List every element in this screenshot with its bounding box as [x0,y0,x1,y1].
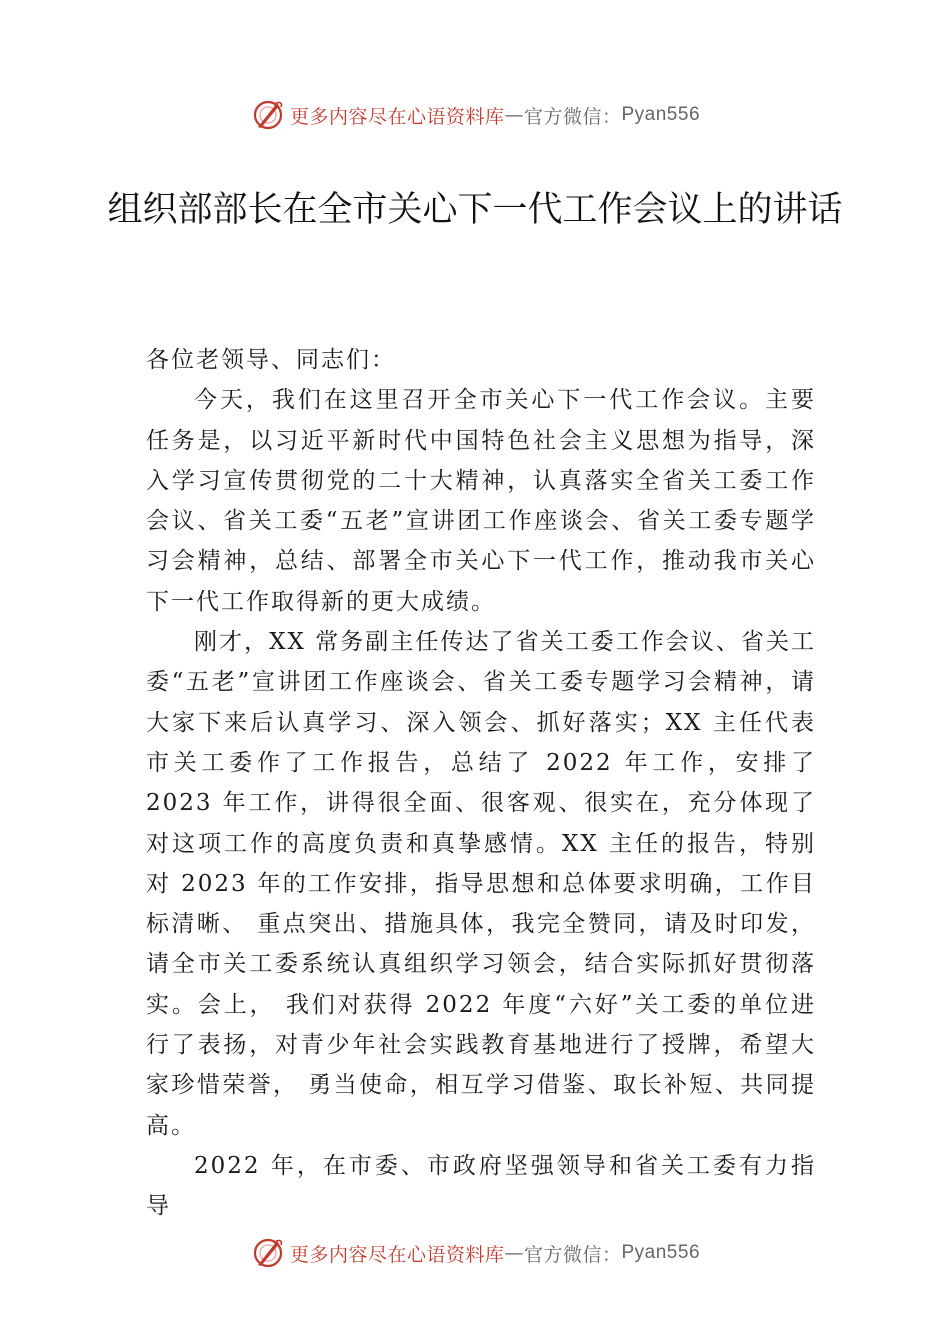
banner-official-label: 官方微信： [523,1243,622,1266]
banner-promo-text: 更多内容尽在心语资料库 [289,1243,505,1266]
paragraph-1: 今天，我们在这里召开全市关心下一代工作会议。主要任务是，以习近平新时代中国特色社会主义思想为指导，深入学习宣传贯彻党的二十大精神，认真落实全省关工委工作会议、省关工委“五老”宣讲团工作座谈会、省关工委专题学习会精神，总结、部署全市关心下一代工作，推动我市关心下一代工作取得新的更大成绩。 [146,387,816,615]
banner-dash: — [504,104,524,126]
quill-pen-logo-icon [250,1235,286,1271]
banner-official-label: 官方微信： [523,105,622,128]
salutation: 各位老领导、同志们： [146,347,396,373]
banner-promo-text: 更多内容尽在心语资料库 [289,105,505,128]
footer-watermark [0,1233,950,1273]
paragraph-3: 2022 年，在市委、市政府坚强领导和省关工委有力指导 [146,1152,816,1220]
banner-dash: — [504,1242,524,1264]
header-watermark [0,95,950,135]
document-title: 组织部部长在全市关心下一代工作会议上的讲话 [107,190,843,230]
quill-pen-logo-icon [250,97,286,133]
banner-account: Pyan556 [621,104,701,125]
document-body [146,340,816,1227]
banner-account: Pyan556 [621,1242,701,1263]
paragraph-2: 刚才，XX 常务副主任传达了省关工委工作会议、省关工委“五老”宣讲团工作座谈会、省关工委专题学习会精神，请大家下来后认真学习、深入领会、抓好落实；XX 主任代表市关工委作了工作报告，总结了 2022 年工作，安排了 2023 年工作，讲得很全面、很客观、很实在，充分体现了对这项工作的高度负责和真挚感情。XX 主任的报告，特别对 2023 年的工作安排，指导思想和总体要求明确，工作目标清晰、 重点突出、措施具体，我完全赞同，请及时印发，请全市关工委系统认真组织学习领会，结合实际抓好贯彻落实。会上， 我们对获得 2022 年度“六好”关工委的单位进行了表扬，对青少年社会实践教育基地进行了授牌，希望大家珍惜荣誉， 勇当使命，相互学习借鉴、取长补短、共同提高。 [146,629,816,1139]
